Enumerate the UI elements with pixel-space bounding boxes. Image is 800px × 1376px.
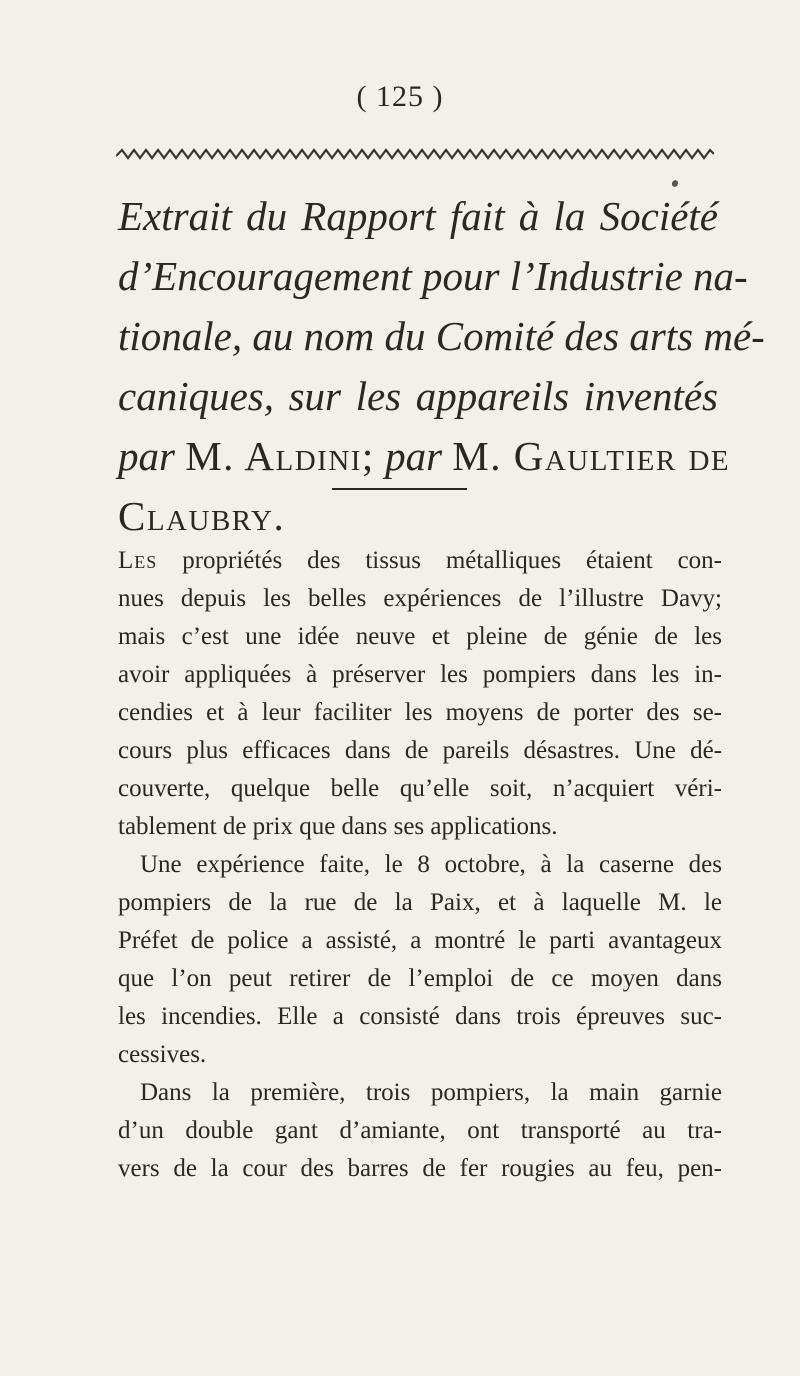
paragraph-1-line-4: avoir appliquées à préserver les pompiers dans les in-	[118, 661, 722, 688]
paragraph-2-line-2: pompiers de la rue de la Paix, et à laquelle M. le	[118, 889, 722, 916]
paragraph-2-line-1: Une expérience faite, le 8 octobre, à la caserne des	[140, 851, 722, 878]
title-line-5	[118, 426, 731, 486]
title-line-3: tionale, au nom du Comité des arts mé-	[118, 313, 765, 359]
title-word-par-1: par	[118, 433, 175, 479]
title-line-6: Claubry.	[118, 493, 286, 539]
paragraph-1-first-word: Les	[118, 547, 158, 574]
article-title	[118, 186, 765, 546]
section-divider	[332, 488, 467, 490]
ornament-rule	[116, 146, 714, 162]
paragraph-1-line-5: cendies et à leur faciliter les moyens de porter des se-	[118, 699, 722, 726]
paragraph-1-line-2: nues depuis les belles expériences de l’illustre Davy;	[118, 585, 722, 612]
paragraph-2-line-4: que l’on peut retirer de l’emploi de ce moyen dans	[118, 965, 722, 992]
paragraph-1-line-7: couverte, quelque belle qu’elle soit, n’acquiert véri-	[118, 775, 722, 802]
paragraph-3-line-2: d’un double gant d’amiante, ont transporté au tra-	[118, 1117, 722, 1144]
title-line-1: Extrait du Rapport fait à la Société	[118, 193, 718, 239]
paragraph-1-line-1	[118, 542, 722, 580]
paragraph-2-line-3: Préfet de police a assisté, a montré le parti avantageux	[118, 927, 722, 954]
title-line-2: d’Encouragement pour l’Industrie na-	[118, 253, 748, 299]
paragraph-1-line-3: mais c’est une idée neuve et pleine de génie de les	[118, 623, 722, 650]
title-author-gaultier: M. Gaultier de	[452, 433, 731, 479]
ornament-zigzag	[116, 150, 714, 158]
paragraph-1-line-1-rest: propriétés des tissus métalliques étaient con-	[157, 547, 722, 574]
paragraph-1-line-6: cours plus efficaces dans de pareils désastres. Une dé-	[118, 737, 722, 764]
paragraph-1-line-8: tablement de prix que dans ses applications.	[118, 813, 558, 840]
paragraph-2-line-5: les incendies. Elle a consisté dans trois épreuves suc-	[118, 1003, 722, 1030]
page-number: ( 125 )	[356, 80, 444, 113]
paragraph-2-line-6: cessives.	[118, 1041, 207, 1068]
body-text	[118, 542, 722, 1188]
paragraph-3-line-1: Dans la première, trois pompiers, la main garnie	[140, 1079, 722, 1106]
title-word-par-2: par	[385, 433, 443, 479]
title-line-4: caniques, sur les appareils inventés	[118, 373, 718, 419]
title-author-aldini: M. Aldini;	[185, 433, 375, 479]
paragraph-3-line-3: vers de la cour des barres de fer rougies au feu, pen-	[118, 1155, 722, 1182]
